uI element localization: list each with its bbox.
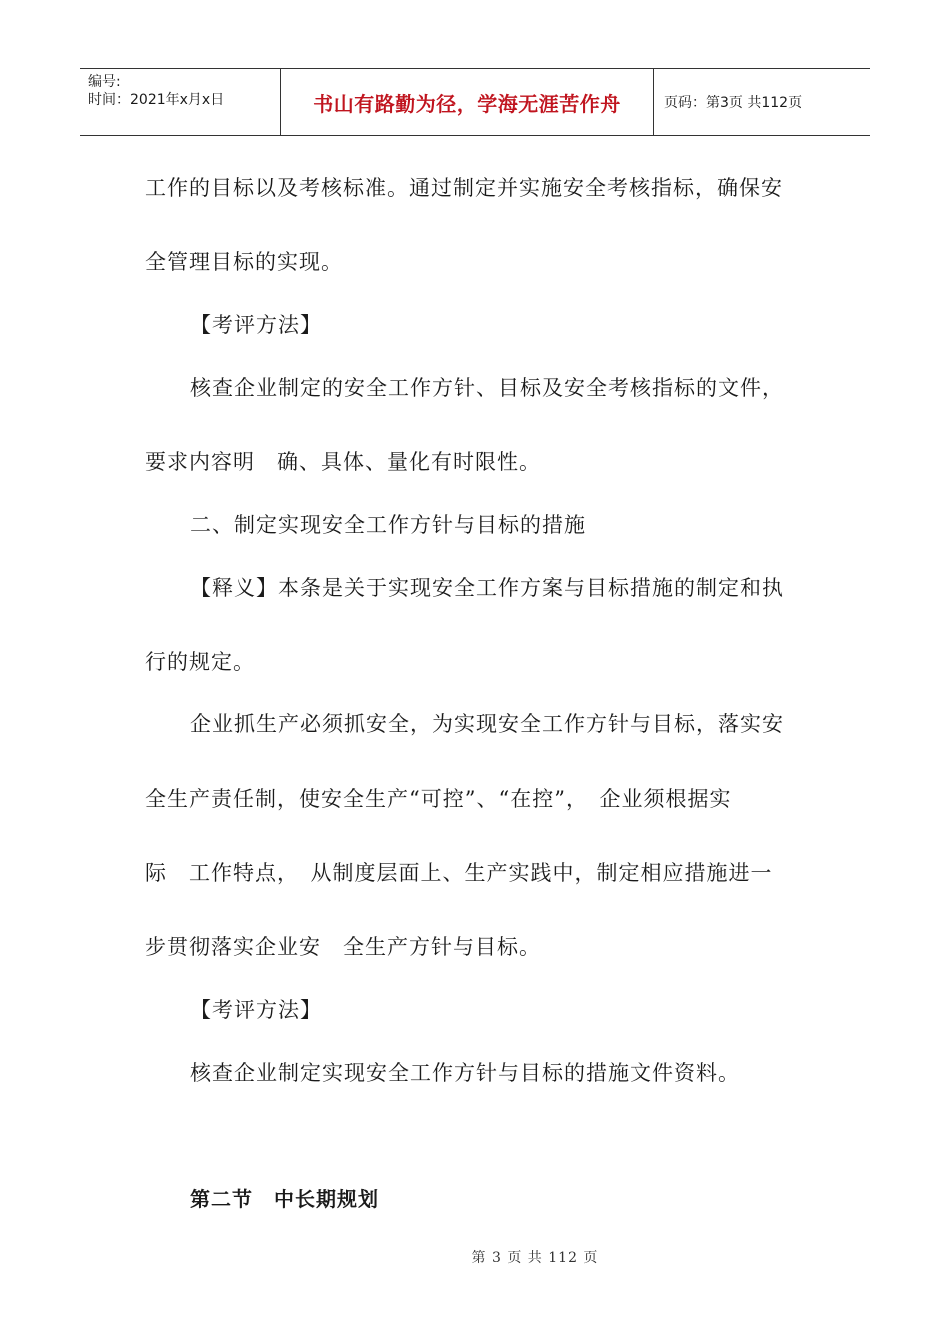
paragraph-line: 全生产责任制，使安全生产“可控”、“在控”， 企业须根据实 [145, 787, 732, 811]
paragraph-line: 【释义】本条是关于实现安全工作方案与目标措施的制定和执 [190, 576, 784, 600]
paragraph-line: 际 工作特点， 从制度层面上、生产实践中，制定相应措施进一 [145, 861, 773, 885]
paragraph-line: 核查企业制定的安全工作方针、目标及安全考核指标的文件， [190, 376, 784, 400]
header-meta-cell [80, 69, 281, 135]
paragraph-line: 全管理目标的实现。 [145, 250, 343, 274]
date-label: 时间：2021年x月x日 [88, 92, 225, 108]
paragraph-line: 行的规定。 [145, 650, 255, 674]
chapter-heading: 第二节 中长期规划 [190, 1187, 379, 1211]
page-header [80, 68, 870, 136]
paragraph-line: 要求内容明 确、具体、量化有时限性。 [145, 450, 541, 474]
paragraph-line: 步贯彻落实企业安 全生产方针与目标。 [145, 935, 541, 959]
paragraph-line: 工作的目标以及考核标准。通过制定并实施安全考核指标，确保安 [145, 176, 783, 200]
serial-label: 编号: [88, 74, 121, 90]
header-page-info: 页码：第3页 共112页 [664, 95, 803, 111]
page-footer: 第 3 页 共 112 页 [471, 1250, 599, 1266]
section-label: 【考评方法】 [190, 998, 322, 1022]
section-label: 【考评方法】 [190, 313, 322, 337]
paragraph-line: 核查企业制定实现安全工作方针与目标的措施文件资料。 [190, 1061, 740, 1085]
section-heading: 二、制定实现安全工作方针与目标的措施 [190, 513, 586, 537]
header-motto: 书山有路勤为径，学海无涯苦作舟 [281, 69, 654, 135]
paragraph-line: 企业抓生产必须抓安全，为实现安全工作方针与目标，落实安 [190, 712, 784, 736]
